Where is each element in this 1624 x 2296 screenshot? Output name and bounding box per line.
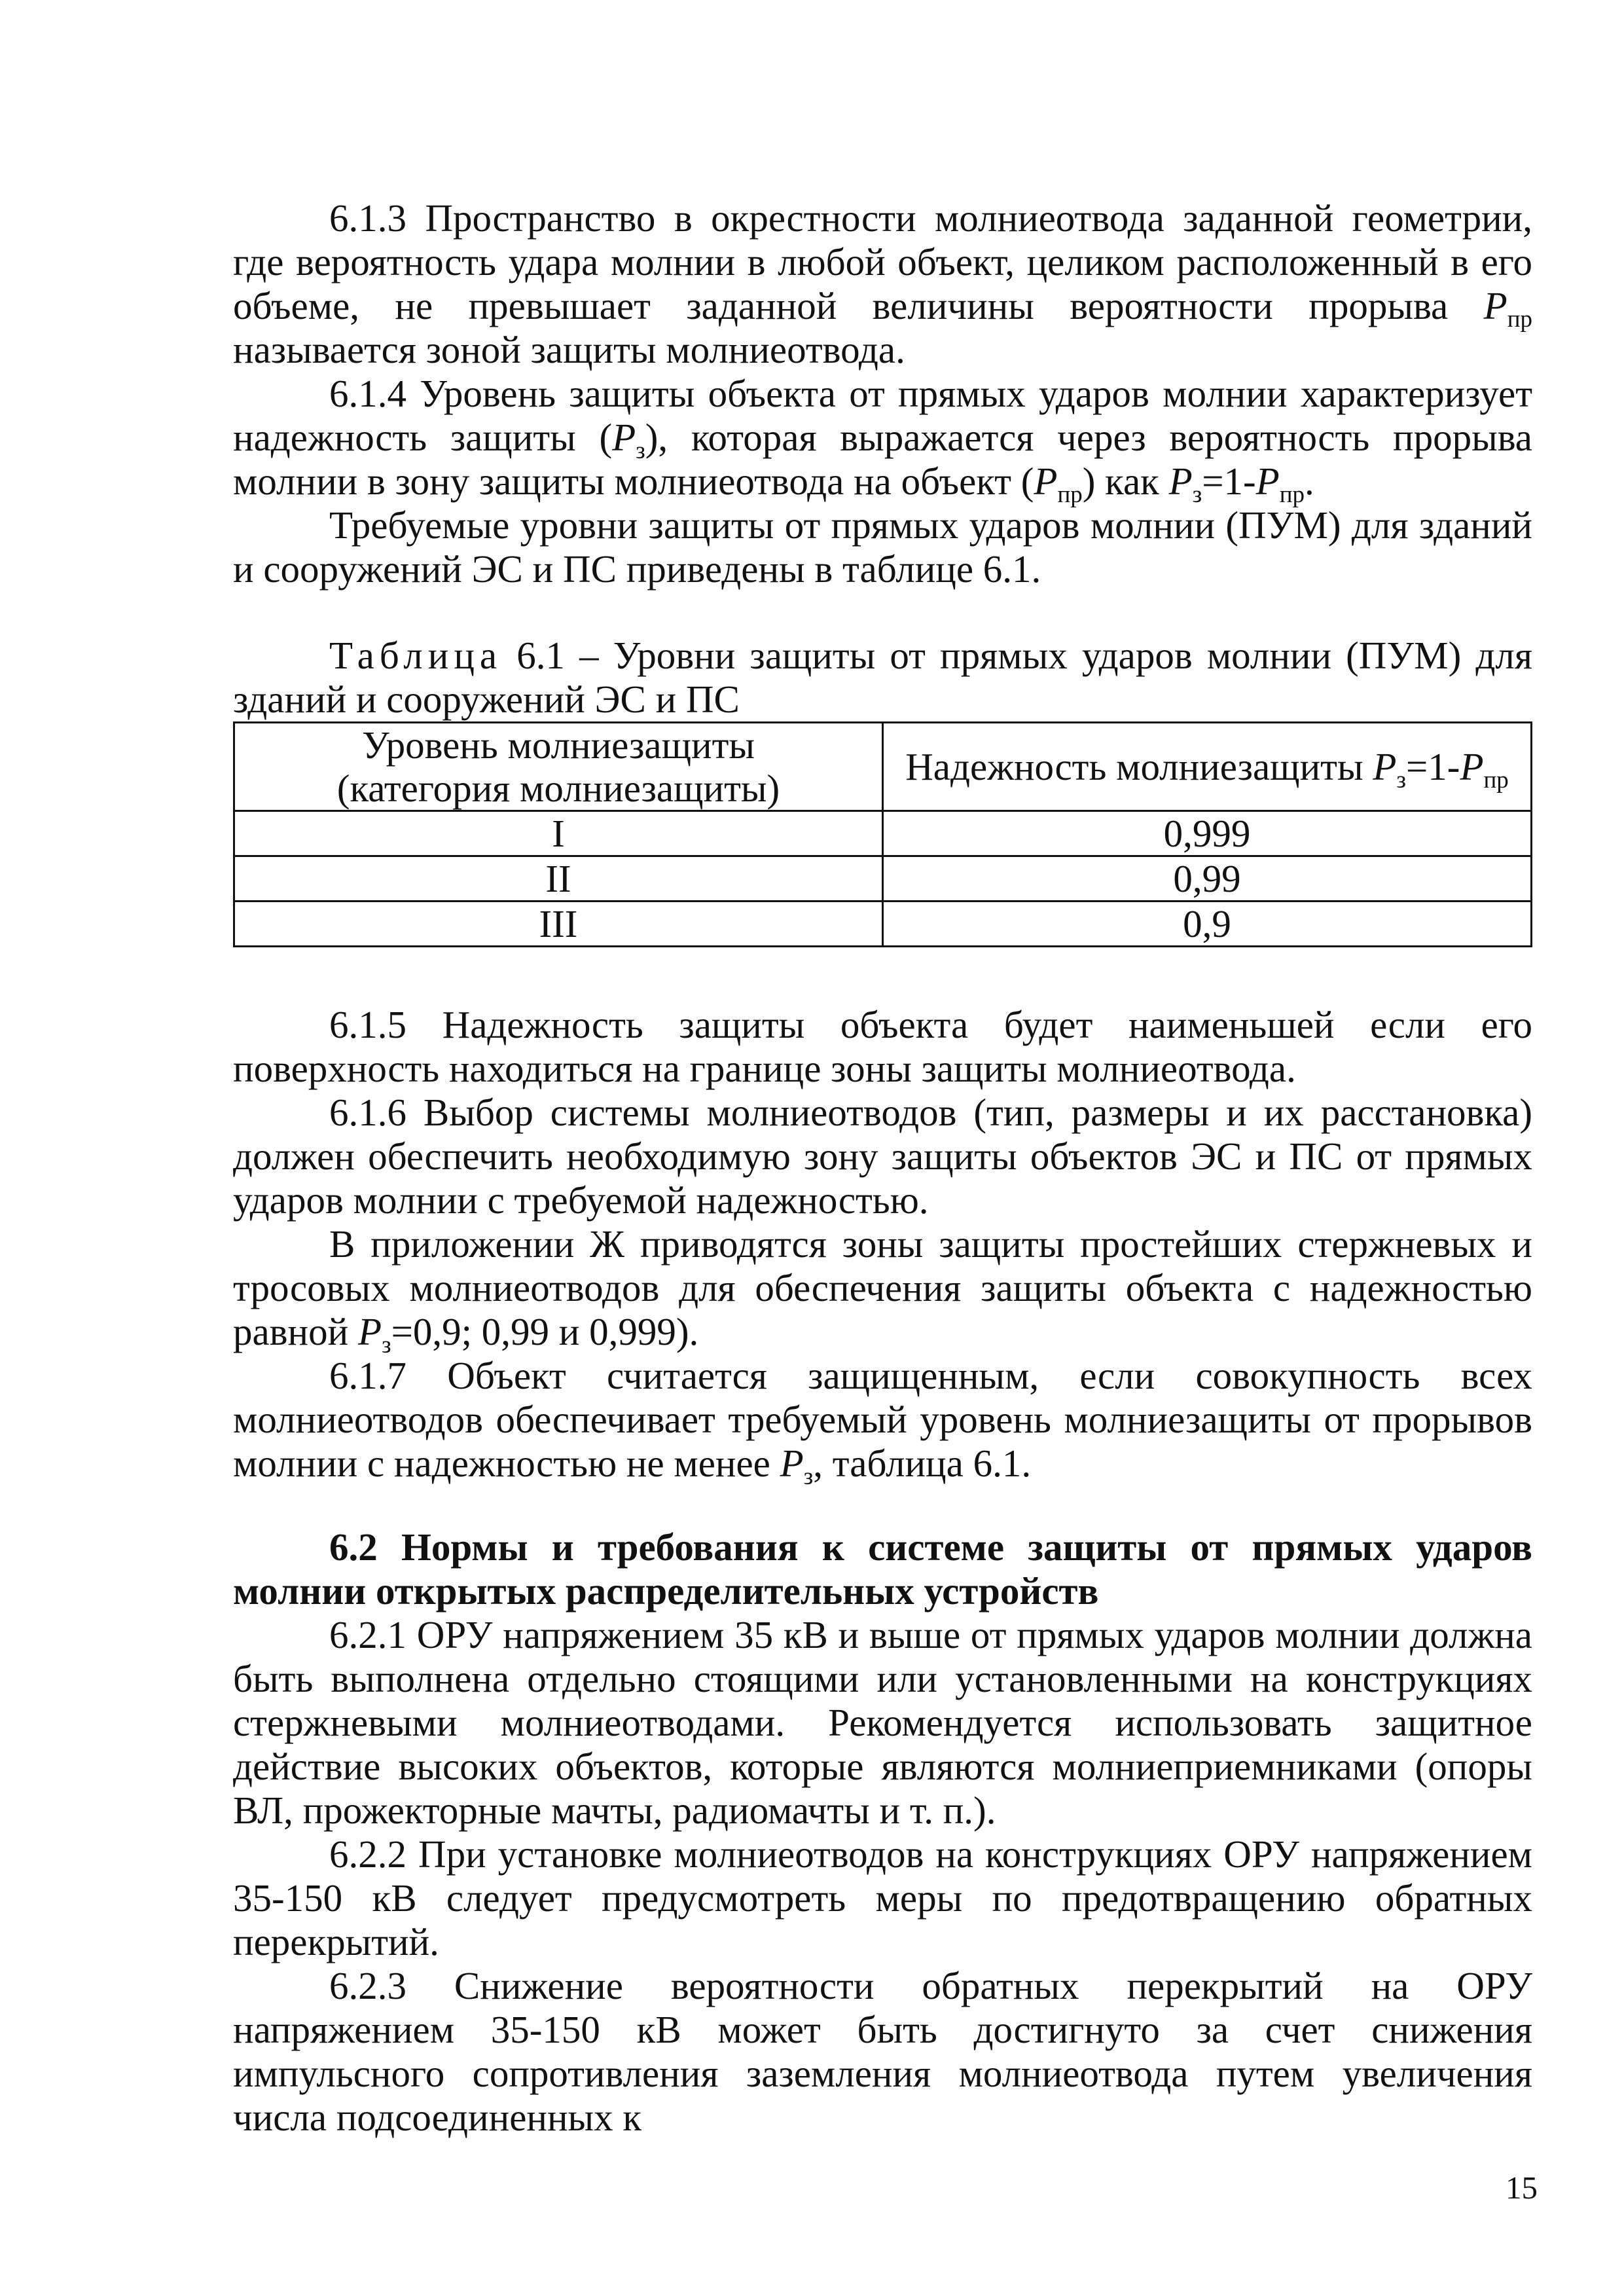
cell-reliability: 0,9	[883, 902, 1532, 947]
paragraph-6-2-3: 6.2.3 Снижение вероятности обратных перекрытий на ОРУ напряжением 35-150 кВ может быть достигнуто за счет снижения импульсного сопротивления заземления молниеотвода путем увеличения числа подсоединенных к	[233, 1964, 1532, 2139]
symbol-p: P	[612, 416, 636, 459]
text: =0,9; 0,99 и 0,999).	[391, 1310, 699, 1353]
text: В приложении Ж приводятся зоны защиты простейших стержневых и тросовых молниеотводов для обеспечения защиты объекта с надежностью равной	[233, 1222, 1532, 1353]
paragraph-6-1-3	[233, 196, 1532, 372]
cell-reliability: 0,99	[883, 856, 1532, 902]
paragraph-6-2-2: 6.2.2 При установке молниеотводов на конструкциях ОРУ напряжением 35-150 кВ следует предусмотреть меры по предотвращению обратных перекрытий.	[233, 1832, 1532, 1963]
text: =1-	[1202, 460, 1256, 503]
paragraph-6-1-4	[233, 372, 1532, 508]
header-line: (категория молниезащиты)	[336, 767, 780, 810]
cell-level: III	[234, 902, 883, 947]
cell-reliability: 0,999	[883, 811, 1532, 856]
text: 6.1.4 Уровень защиты объекта от прямых ударов молнии характеризует надежность защиты (	[233, 372, 1532, 459]
header-level	[234, 723, 883, 811]
text: =1-	[1406, 745, 1460, 788]
subscript: з	[636, 437, 645, 464]
subscript: з	[382, 1332, 391, 1358]
section-6-2	[233, 1525, 1532, 2140]
table-caption	[233, 634, 1532, 721]
paragraph-6-1-5: 6.1.5 Надежность защиты объекта будет наименьшей если его поверхность находиться на границе зоны защиты молниеотвода.	[233, 1003, 1532, 1090]
caption-text: 6.1 – Уровни защиты от прямых ударов молнии (ПУМ) для зданий и сооружений ЭС и ПС	[233, 634, 1532, 721]
section-heading: 6.2 Нормы и требования к системе защиты от прямых ударов молнии открытых распределительных устройств	[233, 1525, 1532, 1613]
text: ), которая выражается через вероятность прорыва молнии в зону защиты молниеотвода на объект (	[233, 416, 1532, 503]
text: Надежность молниезащиты	[905, 745, 1373, 788]
text: .	[1305, 460, 1314, 503]
text: 6.1.3 Пространство в окрестности молниеотвода заданной геометрии, где вероятность удара молнии в любой объект, целиком расположенный в его объеме, не превышает заданной величины вероятности прорыва	[233, 196, 1532, 327]
table-block	[233, 634, 1532, 947]
symbol-p: P	[780, 1442, 804, 1485]
text: ) как	[1082, 460, 1169, 503]
text: 6.1.7 Объект считается защищенным, если совокупность всех молниеотводов обеспечивает требуемый уровень молниезащиты от прорывов молнии с надежностью не менее	[233, 1354, 1532, 1485]
subscript: пр	[1507, 306, 1532, 333]
paragraph-appendix	[233, 1222, 1532, 1358]
symbol-p: P	[357, 1310, 382, 1353]
text: называется зоной защиты молниеотвода.	[233, 328, 905, 371]
page-number: 15	[1506, 2170, 1538, 2206]
table-row	[234, 902, 1532, 947]
paragraph-6-1-7	[233, 1354, 1532, 1490]
caption-label: Таблица	[329, 634, 503, 677]
table-row	[234, 856, 1532, 902]
symbol-p: P	[1373, 745, 1397, 788]
table-header-row	[234, 723, 1532, 811]
protection-levels-table	[233, 721, 1532, 947]
cell-level: II	[234, 856, 883, 902]
symbol-p: P	[1034, 460, 1058, 503]
subscript: пр	[1057, 481, 1083, 508]
header-line: Уровень молниезащиты	[362, 723, 755, 767]
cell-level: I	[234, 811, 883, 856]
paragraph-6-1-6: 6.1.6 Выбор системы молниеотводов (тип, размеры и их расстановка) должен обеспечить необходимую зону защиты объектов ЭС и ПС от прямых ударов молнии с требуемой надежностью.	[233, 1091, 1532, 1222]
symbol-p: P	[1255, 460, 1280, 503]
symbol-p: P	[1460, 745, 1484, 788]
subscript: з	[803, 1463, 814, 1490]
subscript: з	[1192, 481, 1202, 508]
subscript: з	[1396, 767, 1407, 793]
symbol-p: P	[1483, 284, 1507, 327]
mid-block	[233, 1003, 1532, 1490]
symbol-p: P	[1168, 460, 1193, 503]
table-row	[234, 811, 1532, 856]
header-reliability	[883, 723, 1532, 811]
text: , таблица 6.1.	[813, 1442, 1032, 1485]
paragraph-6-2-1: 6.2.1 ОРУ напряжением 35 кВ и выше от прямых ударов молнии должна быть выполнена отдельно стоящими или установленными на конструкциях стержневыми молниеотводами. Рекомендуется использовать защитное действие высоких объектов, которые являются молниеприемниками (опоры ВЛ, прожекторные мачты, радиомачты и т. п.).	[233, 1613, 1532, 1832]
subscript: пр	[1279, 481, 1305, 508]
subscript: пр	[1483, 767, 1509, 793]
intro-block	[233, 196, 1532, 591]
paragraph-requirements: Требуемые уровни защиты от прямых ударов молнии (ПУМ) для зданий и сооружений ЭС и ПС приведены в таблице 6.1.	[233, 503, 1532, 591]
